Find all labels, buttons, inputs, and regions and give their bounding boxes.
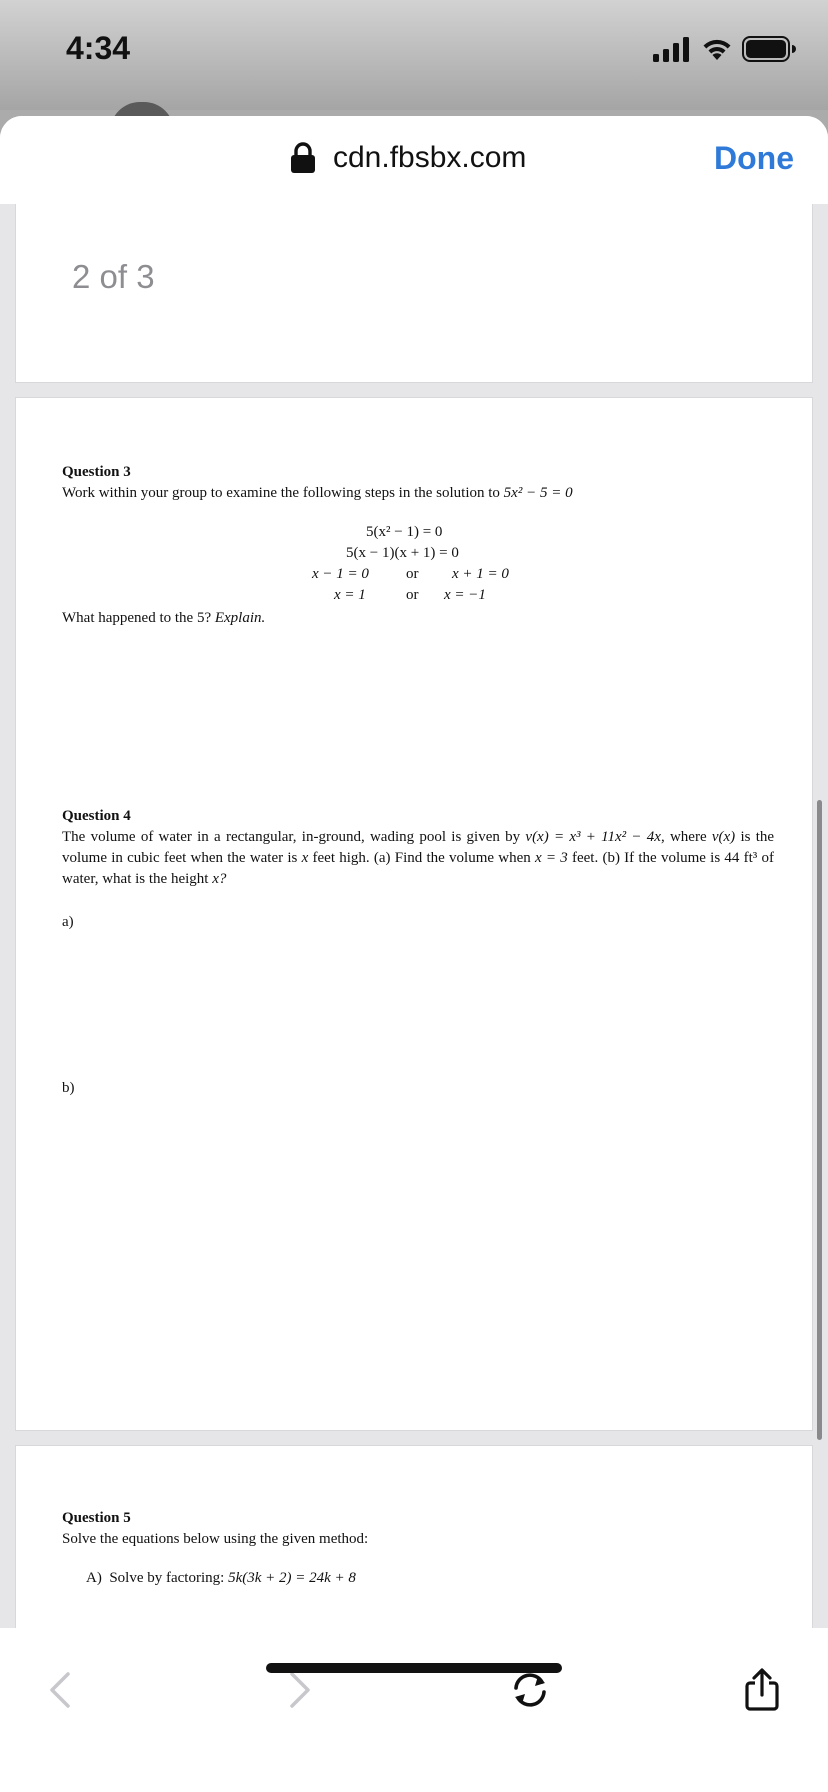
bottom-toolbar: [0, 1628, 828, 1792]
nav-header: [0, 116, 828, 204]
question-3-followup: [62, 608, 265, 629]
browser-sheet: [0, 116, 828, 1792]
q4-x: x: [301, 850, 309, 866]
q4-text-e: feet. (b) If the volume is 44 ft³ of water, what is the height: [62, 850, 775, 887]
question-3-followup-emph: Explain.: [214, 610, 266, 626]
battery-icon: [742, 36, 796, 62]
q5-item-a-text: Solve by factoring:: [109, 1570, 225, 1586]
part-b-label: b): [62, 1080, 75, 1096]
home-indicator[interactable]: [266, 1663, 562, 1673]
q5-item-a-equation: 5k(3k + 2) = 24k + 8: [228, 1570, 356, 1586]
step-line-1: 5(x² − 1) = 0: [366, 524, 443, 540]
q4-function: v(x) = x³ + 11x² − 4x: [525, 829, 661, 845]
document-page-2: [16, 398, 812, 1430]
step-line-3-or: or: [406, 566, 419, 582]
question-3-prompt-text: Work within your group to examine the following steps in the solution to: [62, 485, 500, 501]
q4-text-a: The volume of water in a rectangular, in-ground, wading pool is given by: [62, 829, 521, 845]
q5-item-a-label: A): [86, 1570, 102, 1586]
question-5-prompt: Solve the equations below using the given method:: [62, 1531, 369, 1547]
scroll-indicator[interactable]: [817, 800, 822, 1440]
document-page-3: [16, 1446, 812, 1628]
share-icon[interactable]: [740, 1668, 784, 1712]
document-page-1: [16, 204, 812, 382]
page-counter: 2 of 3: [72, 258, 155, 295]
question-3-followup-text: What happened to the 5?: [62, 610, 212, 626]
url-label[interactable]: cdn.fbsbx.com: [333, 141, 527, 174]
status-bar: [0, 0, 828, 110]
step-line-3-left: x − 1 = 0: [312, 566, 369, 582]
lock-icon: [290, 142, 316, 174]
document-viewer[interactable]: [0, 204, 828, 1628]
q4-text-c: is the volume in cubic feet when the water is: [62, 829, 775, 866]
q4-x-equals-3: x = 3: [535, 850, 568, 866]
signal-icon: [652, 36, 692, 62]
step-line-2: 5(x − 1)(x + 1) = 0: [346, 545, 459, 561]
step-line-4-left: x = 1: [334, 587, 366, 603]
question-3-prompt: [62, 483, 573, 504]
q4-x-end: x?: [212, 871, 227, 887]
question-4-text: [62, 827, 774, 890]
q4-text-d: feet high. (a) Find the volume when: [312, 850, 531, 866]
question-5-item-a: [86, 1568, 356, 1589]
question-3-title: Question 3: [62, 464, 131, 480]
part-a-label: a): [62, 914, 74, 930]
refresh-icon[interactable]: [508, 1668, 552, 1712]
back-arrow-icon[interactable]: [40, 1668, 84, 1712]
step-line-3-right: x + 1 = 0: [452, 566, 509, 582]
status-time: 4:34: [66, 30, 131, 66]
step-line-4-right: x = −1: [444, 587, 486, 603]
done-button[interactable]: Done: [714, 140, 794, 176]
question-4-title: Question 4: [62, 808, 131, 824]
question-5-title: Question 5: [62, 1510, 131, 1526]
step-line-4-or: or: [406, 587, 419, 603]
q4-vx: v(x): [711, 829, 736, 845]
question-3-equation: 5x² − 5 = 0: [503, 485, 573, 501]
q4-text-b: , where: [660, 829, 707, 845]
wifi-icon: [700, 36, 734, 62]
forward-arrow-icon[interactable]: [276, 1668, 320, 1712]
